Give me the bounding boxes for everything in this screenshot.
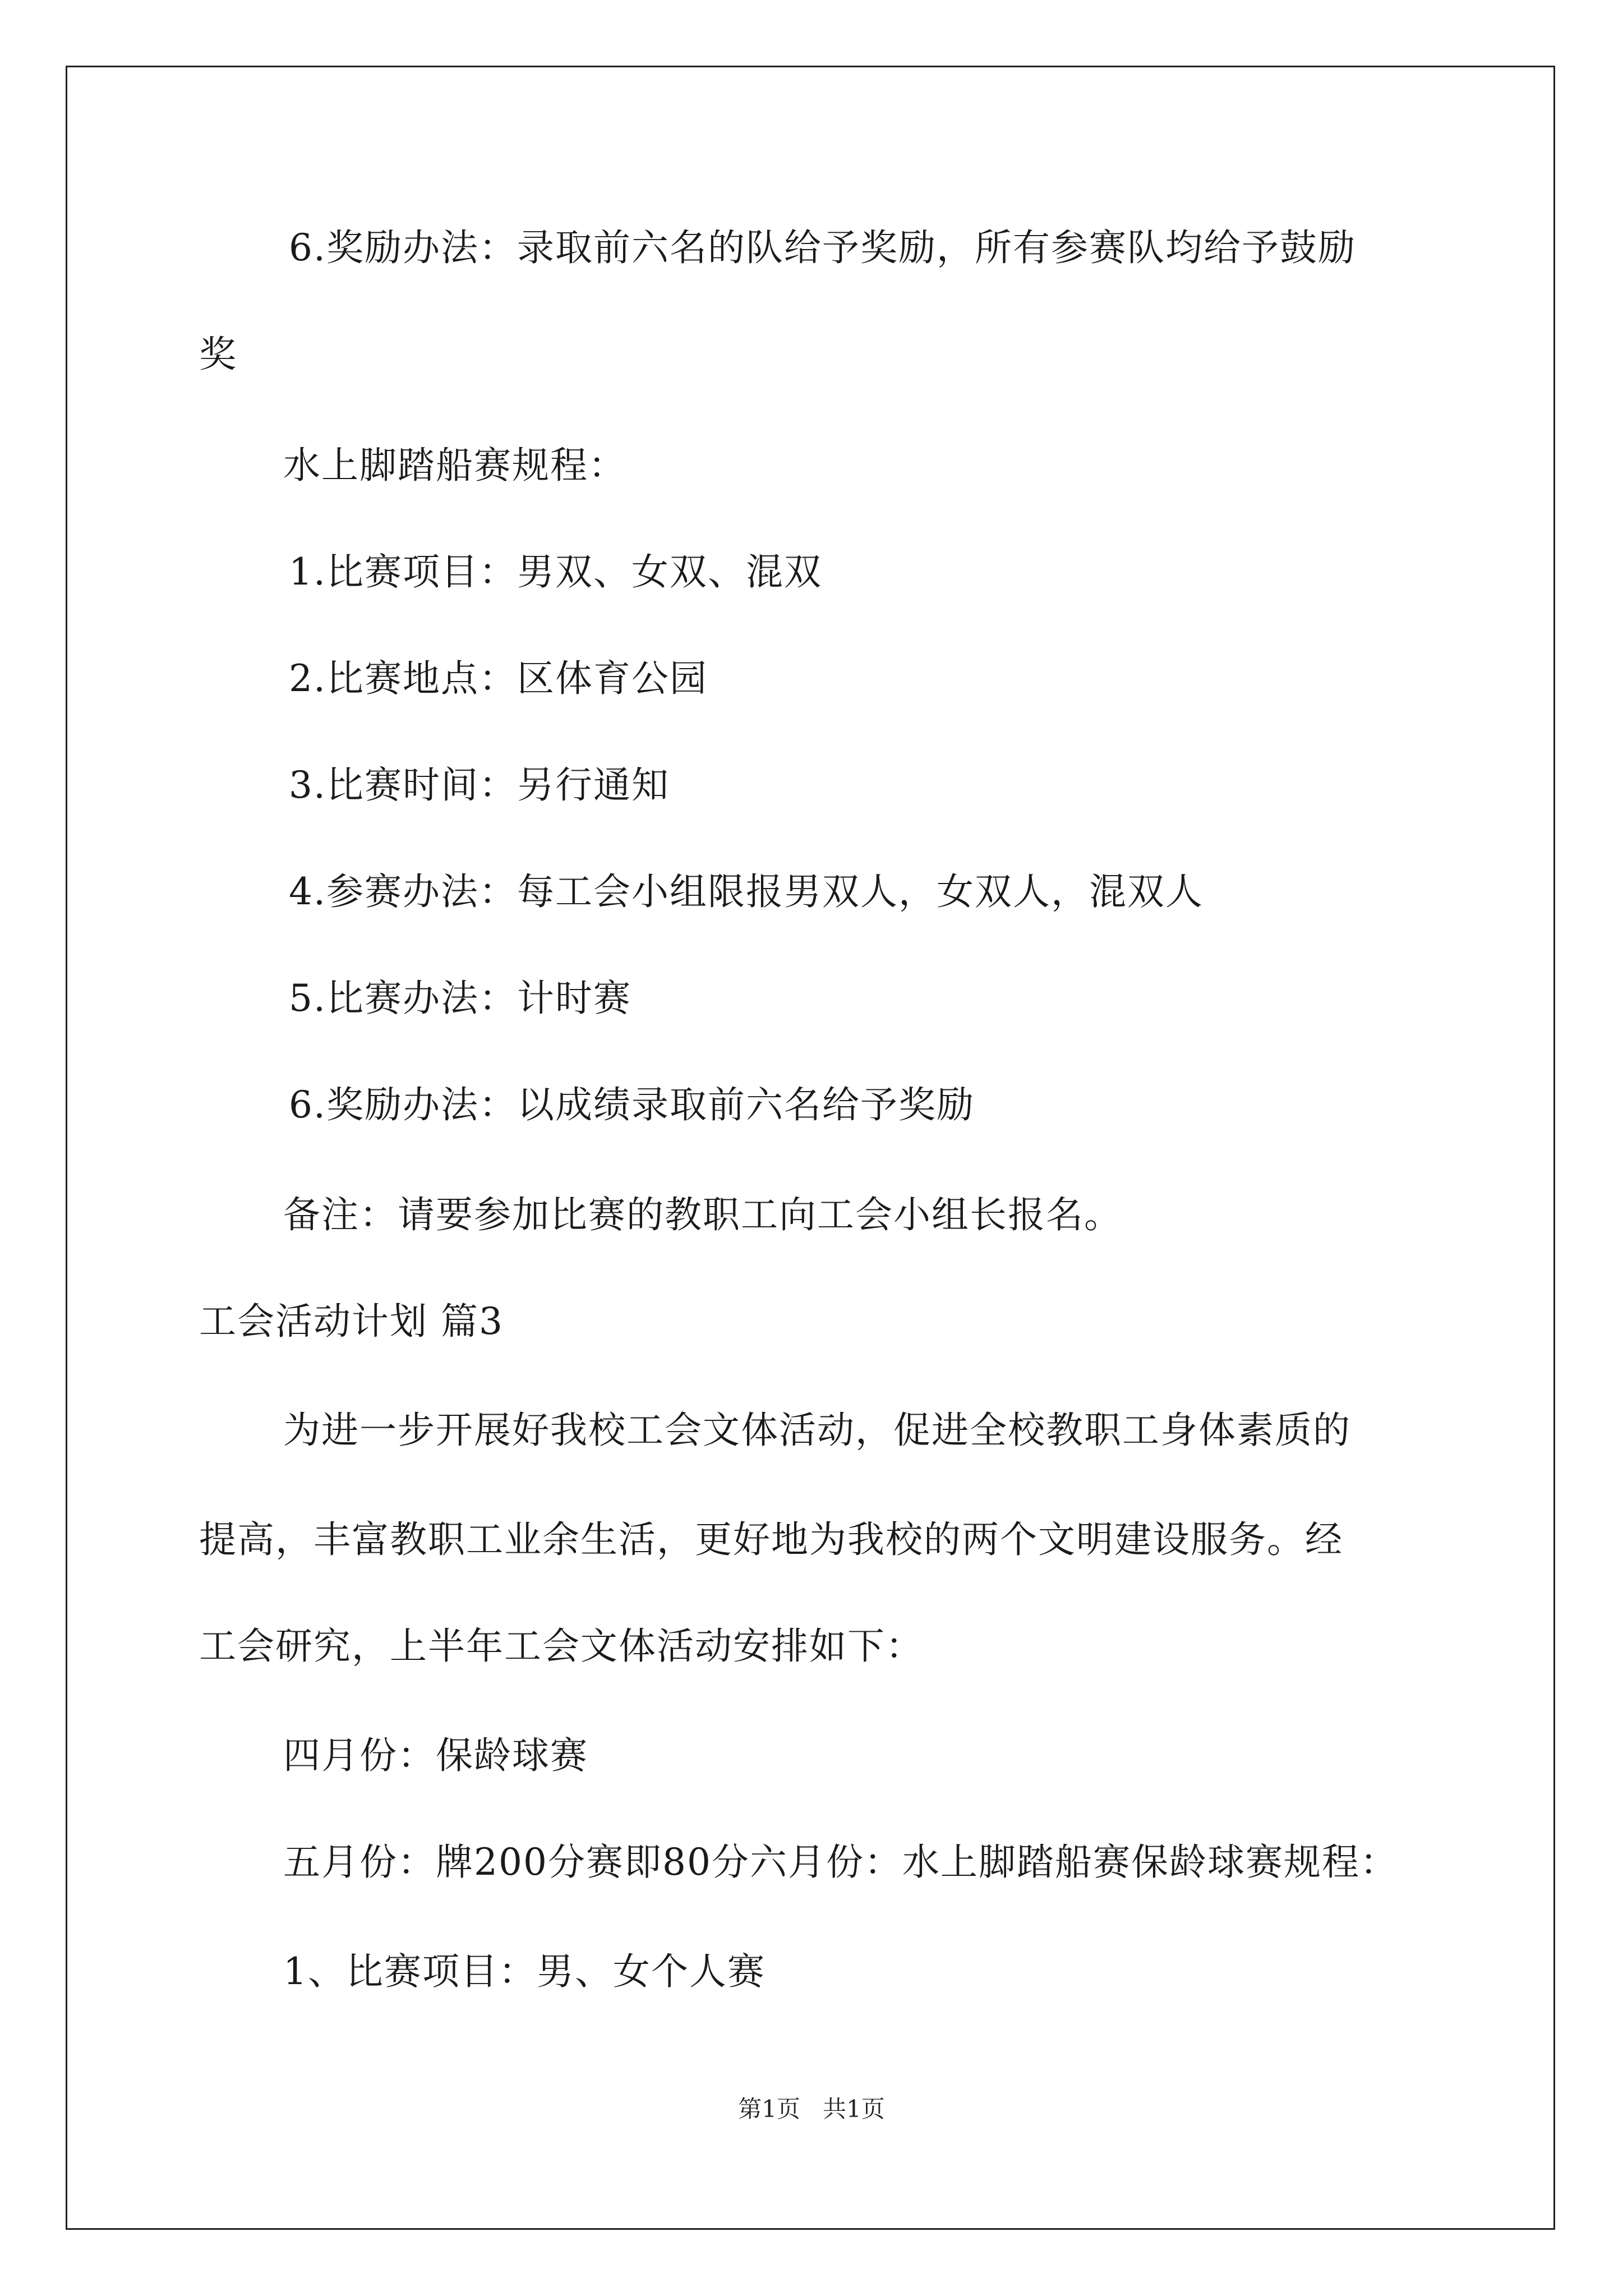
- paragraph-line: 五月份：牌200分赛即80分六月份：水上脚踏船赛保龄球赛规程：: [283, 1841, 1398, 1884]
- page-number: 第1页 共1页: [738, 2095, 885, 2123]
- list-item: 1.比赛项目：男双、女双、混双: [289, 550, 822, 593]
- section-title: 工会活动计划 篇3: [199, 1300, 504, 1343]
- paragraph-line: 提高，丰富教职工业余生活，更好地为我校的两个文明建设服务。经: [199, 1518, 1343, 1561]
- paragraph-line: 奖: [199, 333, 237, 376]
- paragraph-line: 为进一步开展好我校工会文体活动，促进全校教职工身体素质的: [283, 1409, 1351, 1452]
- page-border: [66, 66, 1555, 2230]
- list-item: 3.比赛时间：另行通知: [289, 763, 670, 807]
- list-item: 2.比赛地点：区体育公园: [289, 657, 708, 700]
- paragraph-line: 四月份：保龄球赛: [283, 1734, 588, 1777]
- list-item: 1、比赛项目：男、女个人赛: [283, 1950, 766, 1993]
- paragraph-line: 工会研究，上半年工会文体活动安排如下：: [199, 1625, 924, 1668]
- section-heading: 水上脚踏船赛规程：: [283, 444, 626, 487]
- list-item: 4.参赛办法：每工会小组限报男双人，女双人，混双人: [289, 870, 1204, 913]
- note-line: 备注：请要参加比赛的教职工向工会小组长报名。: [283, 1193, 1122, 1236]
- list-item: 5.比赛办法：计时赛: [289, 977, 631, 1020]
- paragraph-line: 6.奖励办法：录取前六名的队给予奖励，所有参赛队均给予鼓励: [289, 226, 1356, 269]
- list-item: 6.奖励办法：以成绩录取前六名给予奖励: [289, 1083, 975, 1126]
